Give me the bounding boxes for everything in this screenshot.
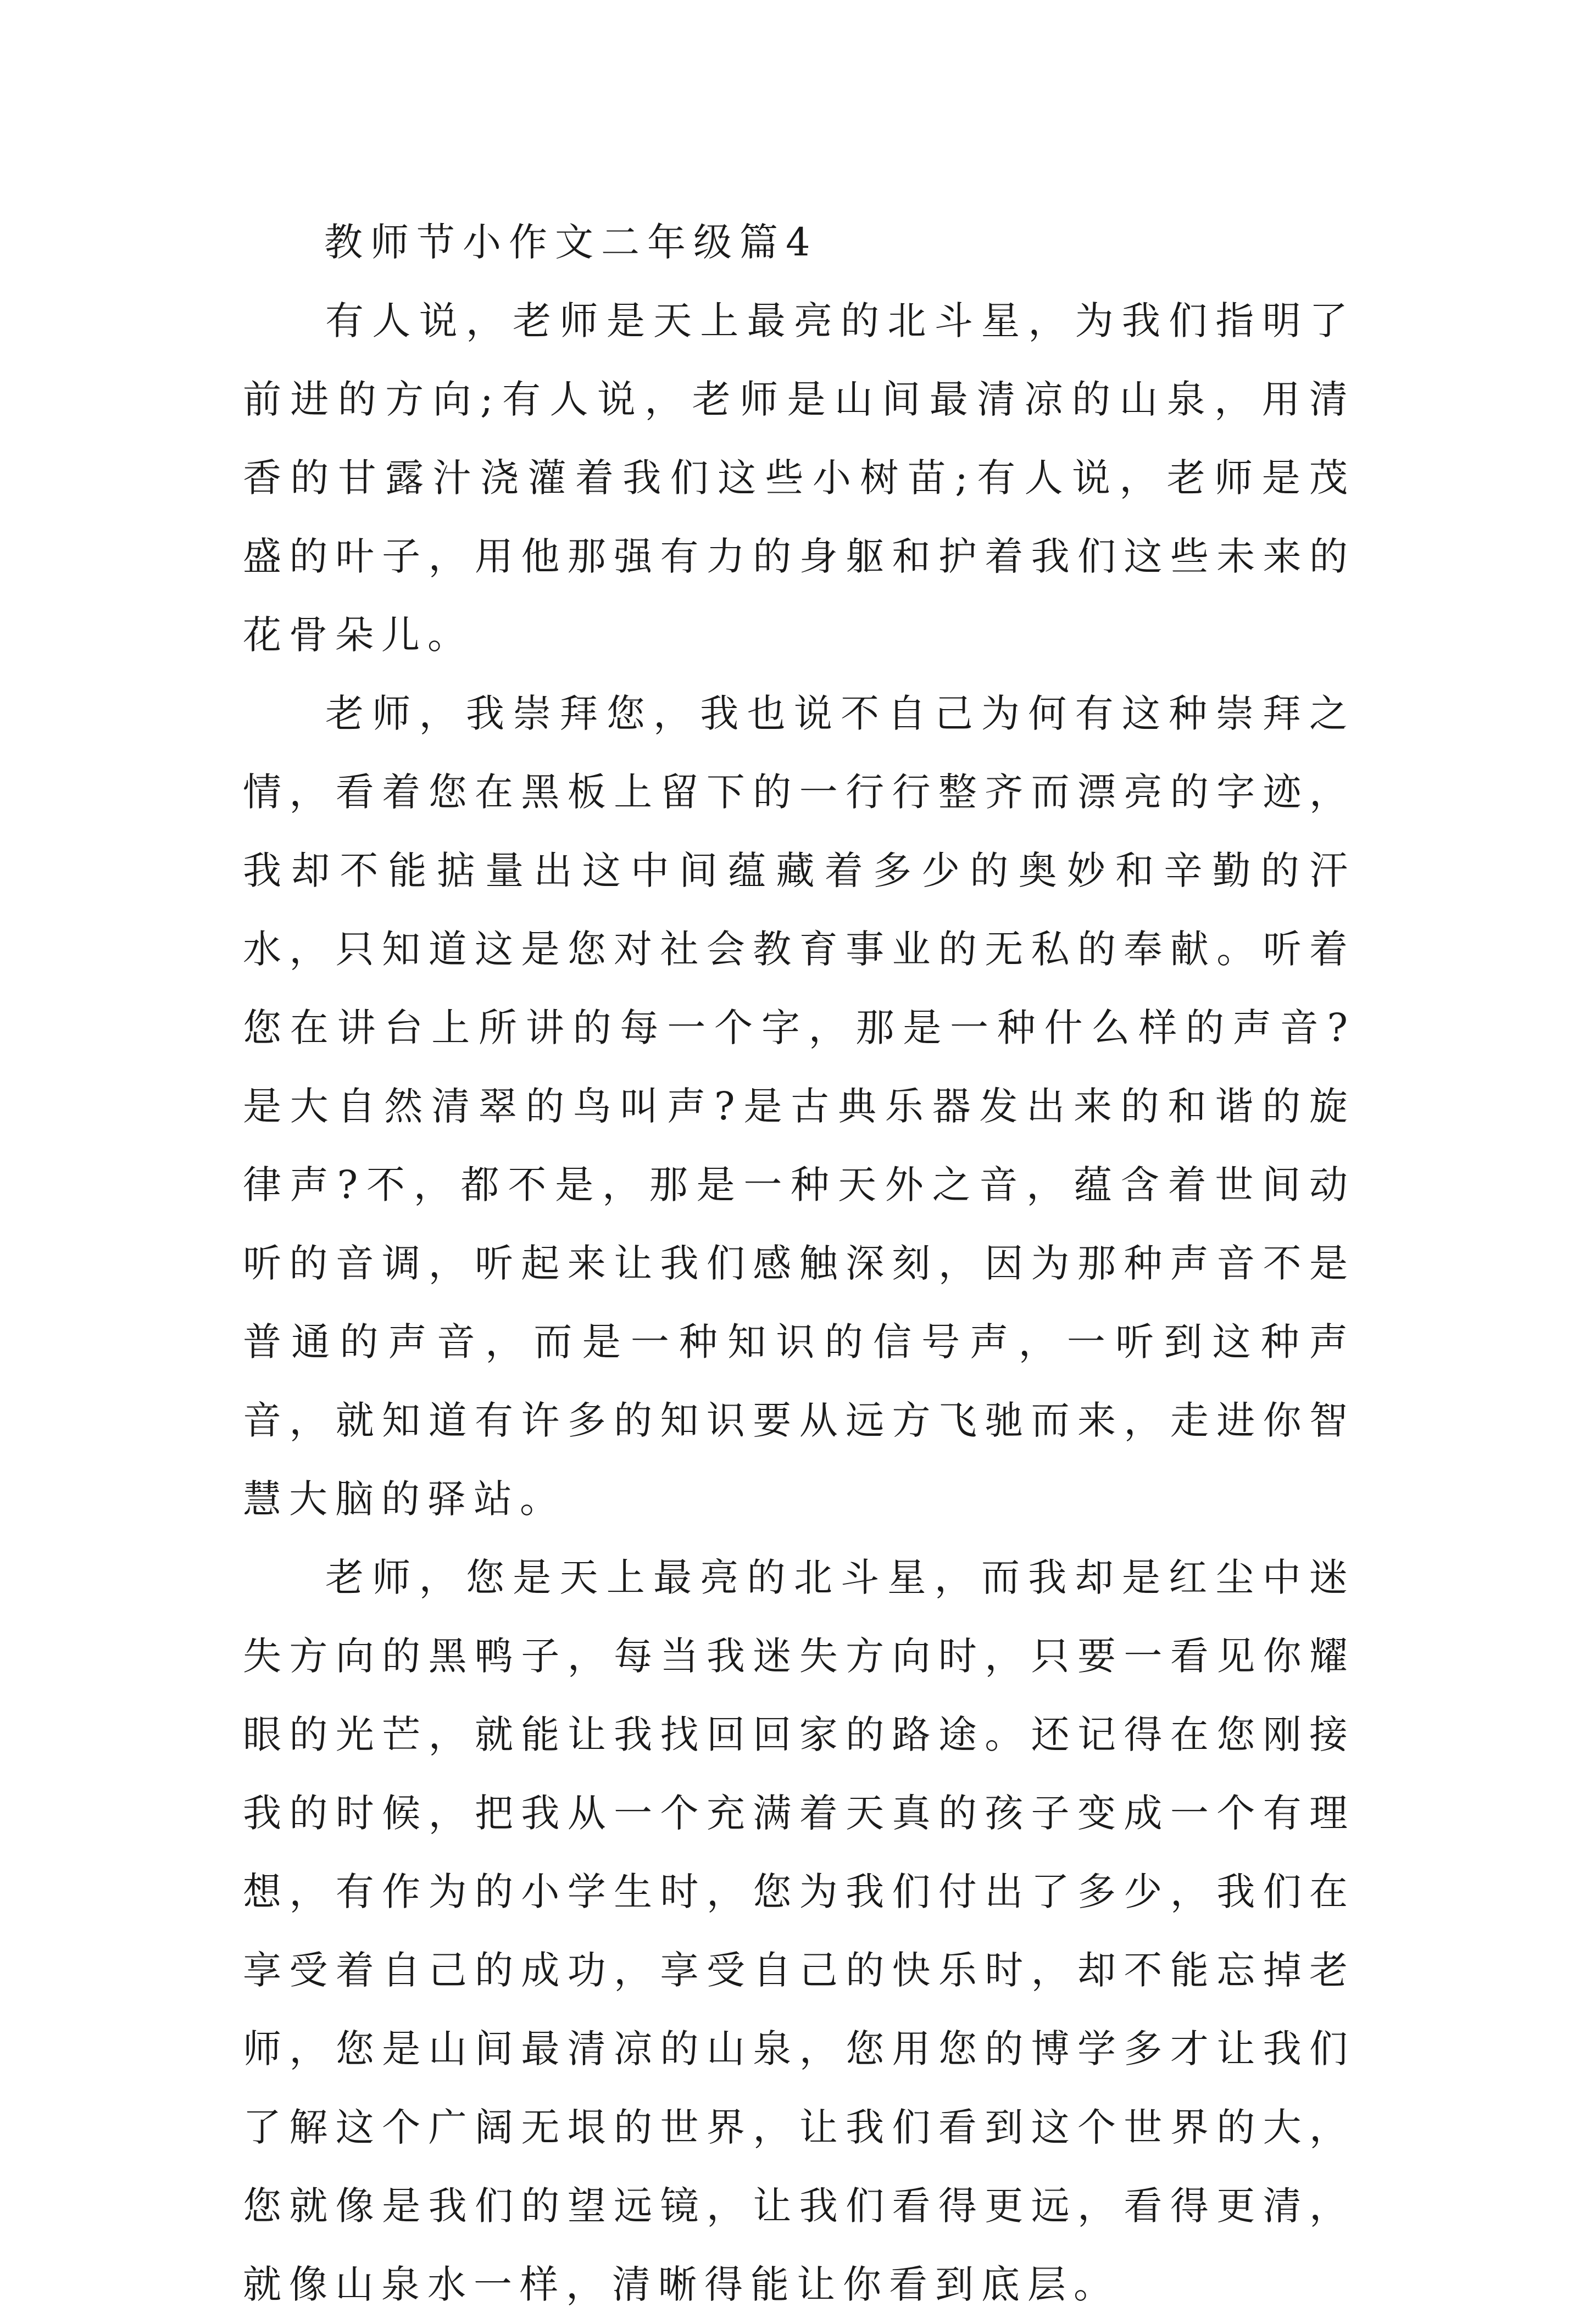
paragraph-3: 老师，您是天上最亮的北斗星，而我却是红尘中迷失方向的黑鸭子，每当我迷失方向时，只要一看见你耀眼的光芒，就能让我找回回家的路途。还记得在您刚接我的时候，把我从一个充满着天真的孩子变成一个有理想，有作为的小学生时，您为我们付出了多少，我们在享受着自己的成功，享受自己的快乐时，却不能忘掉老师，您是山间最清凉的山泉，您用您的博学多才让我们了解这个广阔无垠的世界，让我们看到这个世界的大，您就像是我们的望远镜，让我们看得更远，看得更清，就像山泉水一样，清晰得能让你看到底层。 xyxy=(243,1555,1355,2307)
document-body xyxy=(243,203,1355,2324)
paragraph-1: 有人说，老师是天上最亮的北斗星，为我们指明了前进的方向;有人说，老师是山间最清凉的山泉，用清香的甘露汁浇灌着我们这些小树苗;有人说，老师是茂盛的叶子，用他那强有力的身躯和护着我们这些未来的花骨朵儿。 xyxy=(243,298,1355,657)
paragraph-2: 老师，我崇拜您，我也说不自己为何有这种崇拜之情，看着您在黑板上留下的一行行整齐而漂亮的字迹，我却不能掂量出这中间蕴藏着多少的奥妙和辛勤的汗水，只知道这是您对社会教育事业的无私的奉献。听着您在讲台上所讲的每一个字，那是一种什么样的声音?是大自然清翠的鸟叫声?是古典乐器发出来的和谐的旋律声?不，都不是，那是一种天外之音，蕴含着世间动听的音调，听起来让我们感触深刻，因为那种声音不是普通的声音，而是一种知识的信号声，一听到这种声音，就知道有许多的知识要从远方飞驰而来，走进你智慧大脑的驿站。 xyxy=(243,691,1355,1522)
document-title: 教师节小作文二年级篇4 xyxy=(324,220,818,265)
